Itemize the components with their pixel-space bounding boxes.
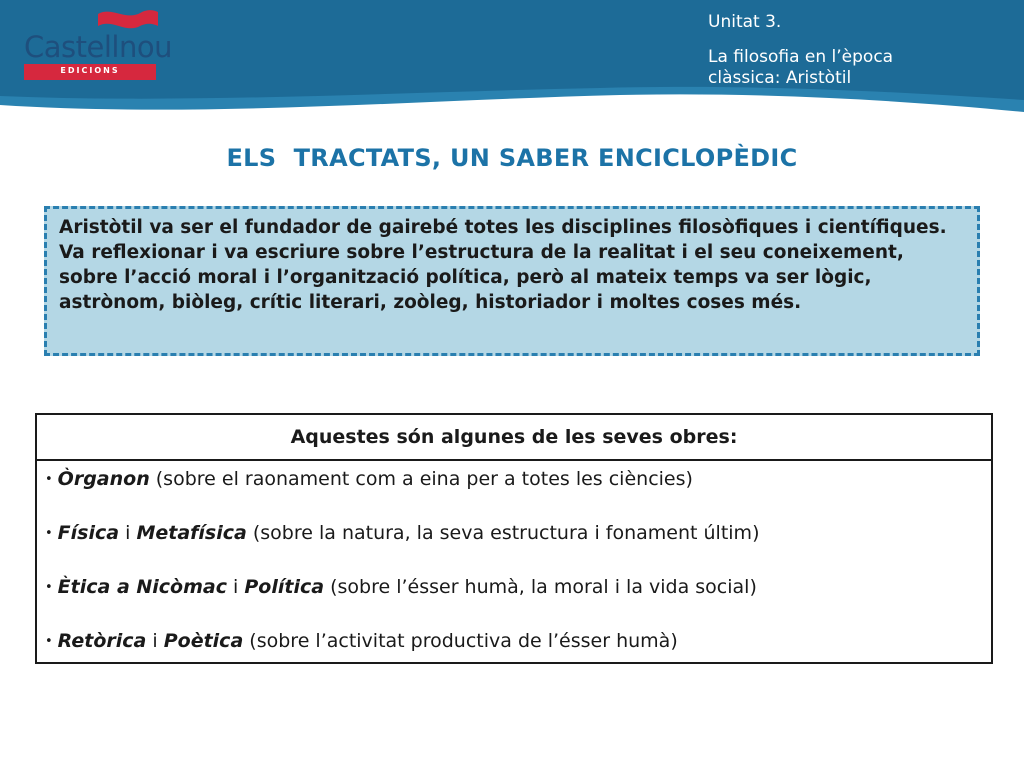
work-description: (sobre l’activitat productiva de l’ésser humà): [243, 630, 678, 652]
list-item: [45, 467, 991, 491]
work-title: Física: [57, 522, 120, 544]
bullet-icon: •: [45, 580, 53, 595]
works-table: [35, 413, 993, 664]
work-title: Òrganon: [57, 468, 150, 490]
work-description: (sobre l’ésser humà, la moral i la vida social): [324, 576, 757, 598]
conjunction: i: [227, 576, 245, 598]
intro-text: Aristòtil va ser el fundador de gairebé totes les disciplines filosòfiques i científiques. Va reflexionar i va escriure sobre l’estructura de la realitat i el seu coneixement, sobre l’acció moral i l’organització política, però al mateix temps va ser lògic, astrònom, biòleg, crític literari, zoòleg, historiador i moltes coses més.: [59, 217, 947, 313]
work-title: Política: [244, 576, 325, 598]
works-heading: Aquestes són algunes de les seves obres:: [37, 415, 991, 461]
work-title: Metafísica: [136, 522, 247, 544]
list-item: [45, 521, 991, 545]
list-item: [45, 575, 991, 599]
work-description: (sobre el raonament com a eina per a totes les ciències): [149, 468, 693, 490]
castellnou-logo: [20, 8, 172, 78]
conjunction: i: [119, 522, 137, 544]
work-title: Poètica: [163, 630, 244, 652]
intro-box: [44, 206, 980, 356]
logo-subtitle: EDICIONS: [60, 66, 120, 75]
work-description: (sobre la natura, la seva estructura i fonament últim): [246, 522, 760, 544]
unit-info: [708, 12, 1008, 89]
works-list: [37, 461, 991, 653]
bullet-icon: •: [45, 472, 53, 487]
unit-title-line2: clàssica: Aristòtil: [708, 68, 852, 88]
unit-title-line1: La filosofia en l’època: [708, 47, 894, 67]
bullet-icon: •: [45, 634, 53, 649]
work-title: Ètica a Nicòmac: [57, 576, 227, 598]
bullet-icon: •: [45, 526, 53, 541]
list-item: [45, 629, 991, 653]
page-title: ELS TRACTATS, UN SABER ENCICLOPÈDIC: [226, 144, 798, 172]
unit-title: [708, 47, 1008, 89]
unit-label: Unitat 3.: [708, 12, 782, 32]
work-title: Retòrica: [57, 630, 147, 652]
conjunction: i: [146, 630, 164, 652]
logo-name: Castellnou: [24, 30, 172, 64]
